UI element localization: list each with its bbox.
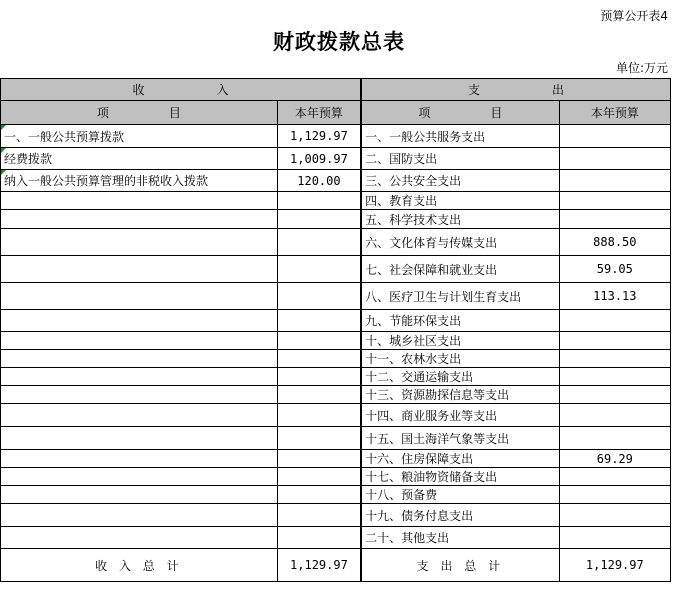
column-header-row (1, 101, 671, 125)
expense-budget-cell (559, 386, 670, 404)
income-item-cell (1, 486, 278, 504)
expense-budget-cell (559, 310, 670, 332)
income-total-label: 收 入 总 计 (1, 549, 278, 582)
table-body (1, 125, 671, 549)
income-budget-cell (277, 256, 360, 283)
expense-item-cell: 八、医疗卫生与计划生育支出 (362, 283, 560, 310)
form-number: 预算公开表4 (600, 9, 668, 23)
expense-item-cell: 十、城乡社区支出 (362, 332, 560, 350)
income-item-cell: 纳入一般公共预算管理的非税收入拨款 (1, 170, 278, 192)
expense-item-cell: 六、文化体育与传媒支出 (362, 229, 560, 256)
expense-budget-cell: 69.29 (559, 450, 670, 468)
table-row (1, 527, 671, 549)
expense-item-cell: 十三、资源勘探信息等支出 (362, 386, 560, 404)
income-budget-cell (277, 486, 360, 504)
expense-budget-cell (559, 527, 670, 549)
totals-row (1, 549, 671, 582)
table-row (1, 368, 671, 386)
expense-budget-cell (559, 504, 670, 527)
table-row (1, 486, 671, 504)
income-budget-cell (277, 332, 360, 350)
income-item-cell: 经费拨款 (1, 148, 278, 170)
expense-budget-cell (559, 170, 670, 192)
income-item-cell (1, 527, 278, 549)
expense-item-cell: 二十、其他支出 (362, 527, 560, 549)
table-row (1, 504, 671, 527)
income-budget-cell (277, 386, 360, 404)
income-budget-cell: 1,009.97 (277, 148, 360, 170)
table-row (1, 332, 671, 350)
income-header: 收 入 (1, 79, 361, 101)
expense-total-label: 支 出 总 计 (362, 549, 560, 582)
income-item-cell (1, 350, 278, 368)
income-total-value: 1,129.97 (277, 549, 360, 582)
expense-item-cell: 十二、交通运输支出 (362, 368, 560, 386)
section-header-row (1, 79, 671, 101)
expense-budget-cell: 113.13 (559, 283, 670, 310)
income-item-cell (1, 210, 278, 229)
expense-item-cell: 二、国防支出 (362, 148, 560, 170)
income-item-cell (1, 450, 278, 468)
unit-label: 单位:万元 (615, 61, 668, 75)
table-row (1, 427, 671, 450)
expense-item-cell: 五、科学技术支出 (362, 210, 560, 229)
expense-item-cell: 十四、商业服务业等支出 (362, 404, 560, 427)
expense-total-value: 1,129.97 (559, 549, 670, 582)
table-row (1, 283, 671, 310)
budget-table (0, 78, 671, 582)
expense-item-cell: 三、公共安全支出 (362, 170, 560, 192)
expense-budget-cell (559, 125, 670, 148)
income-item-cell (1, 468, 278, 486)
expense-budget-cell (559, 404, 670, 427)
table-row (1, 386, 671, 404)
income-item-cell (1, 332, 278, 350)
income-budget-cell (277, 310, 360, 332)
income-item-cell: 一、一般公共预算拨款 (1, 125, 278, 148)
expense-item-cell: 十五、国土海洋气象等支出 (362, 427, 560, 450)
expense-budget-cell (559, 148, 670, 170)
income-budget-cell (277, 527, 360, 549)
income-budget-cell (277, 427, 360, 450)
expense-budget-cell (559, 468, 670, 486)
income-budget-cell (277, 368, 360, 386)
income-budget-cell (277, 450, 360, 468)
income-item-header: 项 目 (1, 101, 278, 125)
expense-item-cell: 十一、农林水支出 (362, 350, 560, 368)
expense-item-cell: 一、一般公共服务支出 (362, 125, 560, 148)
income-budget-cell (277, 404, 360, 427)
expense-item-header: 项 目 (362, 101, 560, 125)
income-item-cell (1, 192, 278, 210)
expense-item-cell: 十六、住房保障支出 (362, 450, 560, 468)
income-budget-cell: 1,129.97 (277, 125, 360, 148)
expense-item-cell: 十八、预备费 (362, 486, 560, 504)
expense-budget-cell (559, 350, 670, 368)
income-budget-header: 本年预算 (277, 101, 360, 125)
table-row (1, 125, 671, 148)
income-item-cell (1, 404, 278, 427)
expense-item-cell: 十九、债务付息支出 (362, 504, 560, 527)
expense-budget-cell (559, 368, 670, 386)
table-row (1, 229, 671, 256)
table-row (1, 404, 671, 427)
income-item-cell (1, 283, 278, 310)
income-budget-cell (277, 192, 360, 210)
expense-budget-cell (559, 427, 670, 450)
income-budget-cell (277, 350, 360, 368)
expense-budget-cell: 59.05 (559, 256, 670, 283)
income-item-cell (1, 256, 278, 283)
income-budget-cell (277, 210, 360, 229)
expense-item-cell: 四、教育支出 (362, 192, 560, 210)
table-row (1, 256, 671, 283)
income-budget-cell (277, 229, 360, 256)
income-budget-cell (277, 468, 360, 486)
expense-budget-cell (559, 192, 670, 210)
expense-budget-cell (559, 210, 670, 229)
table-row (1, 350, 671, 368)
expense-item-cell: 九、节能环保支出 (362, 310, 560, 332)
table-row (1, 192, 671, 210)
expense-budget-cell: 888.50 (559, 229, 670, 256)
expense-budget-cell (559, 486, 670, 504)
table-row (1, 450, 671, 468)
income-item-cell (1, 229, 278, 256)
table-row (1, 170, 671, 192)
income-item-cell (1, 386, 278, 404)
income-item-cell (1, 310, 278, 332)
expense-header: 支 出 (362, 79, 671, 101)
table-row (1, 148, 671, 170)
income-item-cell (1, 427, 278, 450)
income-item-cell (1, 504, 278, 527)
income-budget-cell (277, 504, 360, 527)
expense-item-cell: 十七、粮油物资储备支出 (362, 468, 560, 486)
income-budget-cell (277, 283, 360, 310)
table-row (1, 468, 671, 486)
income-item-cell (1, 368, 278, 386)
income-budget-cell: 120.00 (277, 170, 360, 192)
expense-item-cell: 七、社会保障和就业支出 (362, 256, 560, 283)
page-title: 财政拨款总表 (273, 29, 405, 54)
expense-budget-header: 本年预算 (559, 101, 670, 125)
expense-budget-cell (559, 332, 670, 350)
table-row (1, 310, 671, 332)
table-row (1, 210, 671, 229)
